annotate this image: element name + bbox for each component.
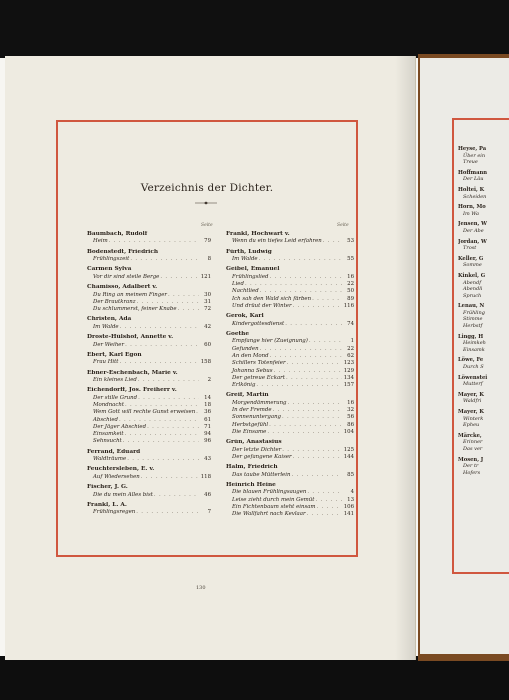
poem-title: Waldträume (93, 456, 127, 463)
poem-entry (87, 424, 211, 431)
dot-leader (317, 504, 342, 511)
poem-entry (87, 492, 211, 499)
author-name: Christen, Ada (87, 316, 132, 323)
page-ref: 2 (207, 376, 211, 383)
dot-leader (147, 424, 199, 431)
poem-title: Frühlingsregen (93, 509, 136, 516)
page-ref: 118 (200, 473, 211, 480)
poem-entry (87, 292, 211, 299)
dot-leader (270, 353, 342, 360)
poem-entry (87, 377, 211, 384)
page-ref: 55 (347, 256, 354, 263)
poem-title: Empfange hier (Zueignung) (232, 338, 308, 345)
facing-poem-title: Trost (463, 245, 477, 252)
page-ref: 36 (204, 409, 211, 416)
poem-entry (226, 504, 354, 511)
poem-entry (87, 431, 211, 438)
facing-author-name: Jordan, W (458, 238, 487, 245)
dot-leader (138, 395, 199, 402)
poem-title: Wenn du ein tiefes Leid erfahren (232, 238, 322, 245)
poem-entry (87, 474, 211, 481)
page-ref: 56 (347, 414, 354, 421)
poem-entry (226, 274, 354, 281)
author-name: Goethe (226, 331, 250, 337)
facing-poem-title: Waldfri (463, 398, 482, 405)
facing-poem-title: Herbstf (463, 323, 483, 330)
facing-author-name: Horn, Mo (458, 204, 486, 211)
poem-entry (226, 400, 354, 407)
poem-title: Ein Fichtenbaum steht einsam (232, 504, 316, 511)
poem-entry (87, 409, 211, 416)
dot-leader (286, 375, 342, 382)
facing-poem-title: Stimme (463, 316, 483, 323)
author-name: Feuchtersleben, E. v. (87, 466, 155, 473)
author-name: Ebert, Karl Egon (87, 351, 142, 358)
page-ref: 86 (347, 421, 354, 428)
poem-title: Nachtlied (232, 288, 259, 295)
page-ref: 61 (204, 416, 211, 423)
poem-title: Kindergottesdienst (232, 320, 285, 327)
poem-entry (87, 256, 211, 263)
poem-entry (226, 338, 354, 345)
poem-title: Der stille Grund (93, 394, 138, 401)
page-ref: 157 (343, 382, 354, 389)
poem-entry (87, 402, 211, 409)
poem-entry (226, 296, 354, 303)
poem-entry (226, 238, 354, 245)
author-name: Fürth, Ludwig (226, 248, 272, 255)
poem-entry (226, 472, 354, 479)
poem-title: Auf Wiedersehen (93, 473, 140, 480)
page-ref: 50 (347, 288, 354, 295)
poem-title: Johanna Sebus (232, 367, 273, 374)
author-name: Frankl, L. A. (87, 501, 127, 508)
dot-leader (141, 474, 199, 481)
page-ref: 30 (204, 291, 211, 298)
dot-leader (127, 456, 199, 463)
dot-leader (178, 306, 199, 313)
facing-poem-title: Abendf (463, 279, 482, 286)
facing-poem-title: Epheu (463, 422, 480, 429)
page-ref: 144 (343, 454, 354, 461)
author-name: Baumbach, Rudolf (87, 231, 148, 237)
poem-title: Der letzte Dichter (232, 446, 282, 453)
dot-leader (109, 238, 199, 245)
poem-title: Der Jäger Abschied (93, 423, 147, 430)
page-title: Verzeichnis der Dichter. (140, 182, 274, 194)
facing-poem-title: Erinner (463, 439, 483, 446)
facing-poem-title: Das ver (463, 445, 483, 452)
poem-entry (226, 288, 354, 295)
poem-entry (87, 438, 211, 445)
page-ref: 129 (343, 367, 354, 374)
poem-title: Erlkönig (232, 382, 256, 389)
page-ref: 79 (204, 238, 211, 245)
poem-title: Frühlingslied (232, 273, 269, 280)
dot-leader (288, 400, 342, 407)
page-ref: 7 (207, 509, 211, 516)
poem-title: Das taube Mütterlein (232, 471, 291, 478)
gutter-shadow (395, 56, 415, 660)
index-column-left (87, 231, 211, 517)
page-ref: 104 (343, 429, 354, 436)
author-name: Ferrand, Eduard (87, 448, 141, 455)
column-head-seite-right: Seite (337, 223, 349, 228)
dot-leader (130, 256, 199, 263)
author-name: Bodenstedt, Friedrich (87, 248, 159, 255)
poem-title: Der gefangene Kaiser (232, 454, 292, 461)
page-ref: 96 (204, 438, 211, 445)
column-head-seite-left: Seite (201, 223, 213, 228)
facing-poem-title: Frühling (463, 309, 485, 316)
facing-author-name: Löwenstei (458, 374, 488, 381)
poem-title: Der Brautkranz (93, 298, 136, 305)
facing-poem-title: Durch S (463, 364, 484, 371)
facing-author-name: Heyse, Pa (458, 146, 487, 152)
poem-entry (226, 489, 354, 496)
poem-title: Der getreue Eckart (232, 374, 285, 381)
dot-leader (119, 359, 199, 366)
page-ref: 125 (343, 446, 354, 453)
poem-title: Du schlummerst, feiner Knabe (93, 306, 177, 313)
page-ref: 71 (204, 423, 211, 430)
facing-author-name: Jensen, W (458, 221, 487, 228)
page-ref: 43 (204, 456, 211, 463)
dot-leader (196, 409, 199, 416)
author-name: Geibel, Emanuel (226, 266, 280, 273)
poem-title: Morgendämmerung (232, 399, 287, 406)
dot-leader (291, 472, 342, 479)
facing-author-name: Hoffmann (458, 169, 488, 176)
facing-poem-title: Über ein (463, 152, 486, 159)
facing-poem-title: Einsamk (463, 346, 485, 353)
page-number: 130 (196, 585, 206, 591)
poem-title: Im Walde (93, 323, 119, 330)
dot-leader (259, 256, 342, 263)
dot-leader (287, 360, 342, 367)
page-ref: 18 (204, 401, 211, 408)
dot-leader (270, 274, 343, 281)
poem-title: Die Einsame (232, 429, 267, 436)
facing-poem-title: Im Wa (463, 210, 479, 217)
dot-leader (309, 338, 342, 345)
page-ref: 42 (204, 323, 211, 330)
facing-poem-title: Treue (463, 159, 478, 166)
facing-poem-title: Der Läu (463, 176, 484, 183)
poem-entry (226, 447, 354, 454)
poem-entry (226, 454, 354, 461)
page-ref: 53 (347, 238, 354, 245)
facing-poem-title: Scheiden (463, 193, 487, 200)
poem-entry (226, 281, 354, 288)
poem-title: Ich sah den Wald sich färben (232, 295, 312, 302)
dot-leader (125, 342, 199, 349)
poem-entry (87, 238, 211, 245)
poem-entry (226, 353, 354, 360)
poem-title: Frühlingszeit (93, 256, 130, 263)
poem-title: Und drüut der Winter (232, 303, 292, 309)
page-ref: 62 (347, 353, 354, 359)
page-ref: 94 (204, 431, 211, 438)
dot-leader (138, 377, 199, 384)
poem-entry (87, 395, 211, 402)
author-name: Ebner-Eschenbach, Marie v. (87, 369, 178, 376)
poem-title: Der Weiher (93, 341, 125, 348)
dot-leader (293, 303, 342, 310)
poem-title: An den Mond (232, 353, 269, 359)
dot-leader (260, 346, 342, 353)
poem-title: Einsamkeit (93, 431, 124, 438)
poem-entry (226, 382, 354, 389)
page-ref: 72 (204, 306, 211, 313)
poem-entry (87, 509, 211, 516)
facing-poem-title: Hofers (463, 469, 481, 476)
page-ref: 141 (343, 511, 354, 518)
dot-leader (119, 417, 199, 424)
ornament-divider (195, 201, 217, 205)
dot-leader (307, 489, 342, 496)
poem-entry (87, 299, 211, 306)
facing-poem-title: Heimkeh (463, 340, 486, 347)
dot-leader (125, 402, 199, 409)
dot-leader (312, 296, 342, 303)
poem-title: Wem Gott will rechte Gunst erweisen (93, 409, 196, 416)
facing-author-name: Märcke, (458, 432, 482, 439)
poem-entry (87, 359, 211, 366)
poem-entry (226, 360, 354, 367)
poem-entry (226, 511, 354, 518)
page-ref: 32 (347, 407, 354, 414)
dot-leader (323, 238, 342, 245)
page-ref: 46 (204, 491, 211, 498)
page-ref: 13 (347, 496, 354, 503)
poem-entry (226, 414, 354, 421)
poem-entry (226, 422, 354, 429)
page-ref: 8 (207, 256, 211, 263)
poem-entry (87, 456, 211, 463)
page-ref: 74 (347, 320, 354, 327)
page-ref: 89 (347, 295, 354, 302)
facing-poem-title: Abendli (463, 286, 483, 293)
page-ref: 14 (204, 394, 211, 401)
page-ref: 16 (347, 399, 354, 406)
poem-title: Die du mein Alles bist (93, 491, 153, 498)
index-column-right (226, 231, 354, 519)
dot-leader (315, 497, 342, 504)
dot-leader (285, 321, 342, 328)
dot-leader (260, 288, 342, 295)
facing-poem-title: Spruch (463, 292, 482, 299)
dot-leader (136, 509, 199, 516)
page-ref: 123 (343, 360, 354, 367)
poem-entry (226, 429, 354, 436)
poem-title: Vor dir sind steile Berge (93, 273, 160, 280)
dot-leader (154, 492, 199, 499)
poem-entry (87, 306, 211, 313)
dot-leader (137, 299, 199, 306)
page-ref: 85 (347, 471, 354, 478)
poem-entry (226, 497, 354, 504)
facing-author-name: Holtei, K (458, 186, 485, 193)
author-name: Eichendorff, Jos. Freiherr v. (87, 387, 177, 394)
poem-title: Du Ring an meinem Finger (93, 291, 167, 298)
facing-author-name: Mayer, K (458, 391, 484, 398)
dot-leader (282, 414, 342, 421)
poem-entry (226, 346, 354, 353)
scanner-background-top (0, 0, 509, 58)
poem-title: Ein kleines Lied (93, 376, 137, 383)
poem-title: Gefunden (232, 345, 259, 352)
dot-leader (256, 382, 342, 389)
facing-poem-title: Mutterf (463, 381, 483, 388)
facing-page-index (458, 146, 509, 476)
poem-title: Die Wallfahrt nach Kevlaar (232, 511, 306, 518)
poem-title: Die blauen Frühlingsaugen (232, 489, 307, 496)
facing-poem-title: Winterk (463, 415, 484, 422)
dot-leader (293, 454, 342, 461)
poem-title: Schillers Totenfeier (232, 360, 286, 367)
page-ref: 16 (347, 273, 354, 280)
facing-author-name: Mosen, J (458, 456, 484, 463)
dot-leader (307, 511, 342, 518)
facing-author-name: Mayer, K (458, 409, 484, 415)
poem-entry (226, 321, 354, 328)
author-name: Droste-Hülshof, Annette v. (87, 334, 174, 341)
author-name: Frankl, Hochwart v. (226, 231, 290, 237)
poem-entry (226, 303, 354, 310)
facing-poem-title: Der tr (463, 463, 479, 470)
author-name: Halm, Friedrich (226, 464, 278, 471)
page-ref: 158 (200, 359, 211, 366)
dot-leader (245, 281, 342, 288)
page-ref: 121 (200, 273, 211, 280)
poem-title: Heim (93, 238, 108, 245)
scanner-background-bottom (0, 656, 509, 700)
poem-title: Frau Hitt (93, 359, 119, 366)
poem-entry (226, 256, 354, 263)
poem-title: Herbstgefühl (232, 421, 269, 428)
dot-leader (274, 368, 342, 375)
page-ref: 134 (343, 374, 354, 381)
dot-leader (168, 292, 199, 299)
author-name: Gerok, Karl (226, 313, 264, 320)
poem-title: Lied (232, 281, 244, 288)
dot-leader (160, 274, 199, 281)
page-ref: 106 (343, 504, 354, 511)
author-name: Chamisso, Adalbert v. (87, 284, 158, 291)
facing-poem-title: Der Abe (463, 227, 484, 234)
facing-author-name: Keller, G (458, 255, 484, 262)
poem-entry (87, 417, 211, 424)
page-ref: 22 (347, 281, 354, 288)
poem-title: Im Walde (232, 256, 258, 263)
poem-entry (226, 368, 354, 375)
poem-entry (226, 375, 354, 382)
poem-entry (226, 407, 354, 414)
dot-leader (267, 429, 342, 436)
poem-title: Abschied (93, 416, 118, 423)
facing-author-name: Kinkel, G (458, 272, 486, 279)
page-ref: 1 (350, 338, 354, 345)
poem-entry (87, 274, 211, 281)
poem-title: Sehnsucht (93, 438, 122, 445)
poem-title: Leise zieht durch mein Gemüt (232, 496, 315, 503)
dot-leader (123, 438, 199, 445)
author-name: Carmen Sylva (87, 266, 132, 273)
facing-author-name: Löwe, Fe (458, 357, 484, 364)
page-ref: 31 (204, 298, 211, 305)
author-name: Heinrich Heine (226, 482, 276, 489)
dot-leader (125, 431, 199, 438)
poem-title: In der Fremde (232, 407, 272, 414)
dot-leader (269, 422, 342, 429)
dot-leader (120, 324, 199, 331)
author-name: Fischer, J. G. (87, 484, 128, 491)
poem-entry (87, 324, 211, 331)
author-name: Grün, Anastasius (226, 439, 282, 446)
page-ref: 4 (350, 489, 354, 496)
poem-title: Mondnacht (93, 401, 125, 408)
facing-author-name: Lenau, N (458, 303, 485, 310)
facing-poem-title: Somme (463, 262, 482, 269)
page-ref: 22 (347, 345, 354, 352)
poem-entry (87, 342, 211, 349)
page-ref: 60 (204, 341, 211, 348)
facing-author-name: Lingg, H (458, 333, 484, 340)
author-name: Greif, Martin (226, 392, 269, 399)
dot-leader (282, 447, 342, 454)
dot-leader (273, 407, 342, 414)
poem-title: Sonnenuntergang (232, 414, 282, 421)
page-ref: 116 (343, 303, 354, 309)
